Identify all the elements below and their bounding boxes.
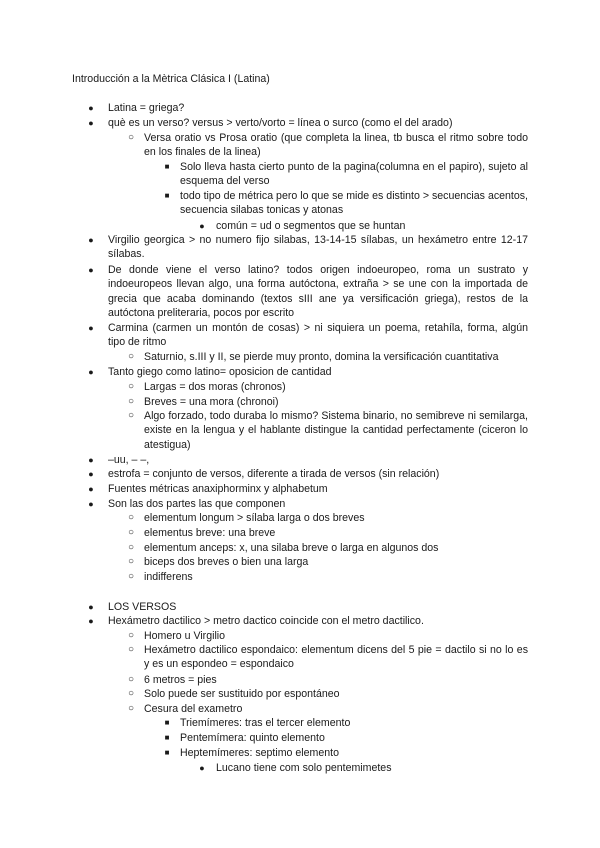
- list-item: ○ Saturnio, s.III y II, se pierde muy pronto, domina la versificación cuantitativa: [127, 351, 499, 363]
- list-item: ● común = ud o segmentos que se huntan: [216, 219, 528, 233]
- bullet-hollow-circle-icon: ○: [127, 688, 135, 699]
- bullet-hollow-circle-icon: ○: [127, 132, 135, 143]
- list-item: ○ Hexámetro dactilico espondaico: elementum dicens del 5 pie = dactilo si no lo es y es un espondeo = espondaico: [127, 644, 528, 671]
- list-item: ■ Heptemímeres: septimo elemento: [164, 747, 339, 759]
- list-item: ● –uu, – –,: [108, 453, 528, 467]
- list-item: ● Son las dos partes las que componen: [108, 497, 528, 511]
- bullet-filled-circle-icon: ●: [88, 469, 94, 479]
- list-item: ● LOS VERSOS: [108, 600, 528, 614]
- bullet-hollow-circle-icon: ○: [127, 556, 135, 567]
- list-item: ● Virgilio georgica > no numero fijo silabas, 13-14-15 sílabas, un hexámetro entre 12-17 sílabas.: [108, 233, 528, 262]
- list-item: ● Fuentes métricas anaxiphorminx y alphabetum: [108, 482, 528, 496]
- list-item: ○ Algo forzado, todo duraba lo mismo? Sistema binario, no semibreve ni semilarga, existe en la lengua y el hablante distingue la cantidad perfectamente (ciceron lo atestigua): [127, 410, 528, 451]
- list-item: ● Carmina (carmen un montón de cosas) > ni siquiera un poema, retahíla, forma, algún tipo de ritmo: [108, 321, 528, 350]
- bullet-filled-circle-icon: ●: [88, 367, 94, 377]
- list-item: ○ Versa oratio vs Prosa oratio (que completa la linea, tb busca el ritmo sobre todo en los finales de la linea): [127, 132, 528, 159]
- bullet-hollow-circle-icon: ○: [127, 410, 135, 421]
- bullet-filled-circle-icon: ●: [199, 221, 205, 231]
- bullet-filled-circle-icon: ●: [88, 484, 94, 494]
- bullet-hollow-circle-icon: ○: [127, 674, 135, 685]
- list-item: ● Latina = griega?: [108, 101, 528, 115]
- list-item: ■ Triemímeres: tras el tercer elemento: [164, 717, 351, 729]
- bullet-filled-circle-icon: ●: [88, 455, 94, 465]
- list-item: ○ Solo puede ser sustituido por espontáneo: [127, 688, 340, 700]
- list-item: ○ Breves = una mora (chronoi): [127, 396, 279, 408]
- list-item: ○ Homero u Virgilio: [127, 630, 226, 642]
- list-item: ○ Largas = dos moras (chronos): [127, 381, 286, 393]
- list-item: ○ 6 metros = pies: [127, 674, 217, 686]
- list-item: ■ Solo lleva hasta cierto punto de la pagina(columna en el papiro), sujeto al esquema del verso: [164, 161, 528, 188]
- bullet-filled-circle-icon: ●: [88, 602, 94, 612]
- list-item: ● estrofa = conjunto de versos, diferente a tirada de versos (sin relación): [108, 467, 528, 481]
- bullet-square-icon: ■: [164, 718, 170, 727]
- list-item: ● De donde viene el verso latino? todos origen indoeuropeo, roma un sustrato y indoeuropeos llevan algo, una forma autóctona, extraña > se une con la importada de grecia que acaba dominando (textos sIII ane ya versificación griega), restos de la autóctona preliteraria, pocos por escrito: [108, 263, 528, 321]
- bullet-square-icon: ■: [164, 748, 170, 757]
- list-item: ■ todo tipo de métrica pero lo que se mide es distinto > secuencias acentos, secuencia silabas tonicas y atonas: [164, 190, 528, 217]
- bullet-filled-circle-icon: ●: [88, 235, 94, 245]
- list-item: ○ indifferens: [127, 571, 193, 583]
- bullet-hollow-circle-icon: ○: [127, 644, 135, 655]
- bullet-filled-circle-icon: ●: [199, 763, 205, 773]
- bullet-hollow-circle-icon: ○: [127, 703, 135, 714]
- bullet-hollow-circle-icon: ○: [127, 630, 135, 641]
- bullet-hollow-circle-icon: ○: [127, 381, 135, 392]
- list-item: ○ biceps dos breves o bien una larga: [127, 556, 309, 568]
- bullet-hollow-circle-icon: ○: [127, 527, 135, 538]
- bullet-square-icon: ■: [164, 191, 170, 200]
- list-item: ● Hexámetro dactilico > metro dactico coincide con el metro dactilico.: [108, 614, 528, 628]
- bullet-square-icon: ■: [164, 733, 170, 742]
- bullet-hollow-circle-icon: ○: [127, 542, 135, 553]
- list-item: ○ elementus breve: una breve: [127, 527, 276, 539]
- list-item: ○ elementum anceps: x, una silaba breve o larga en algunos dos: [127, 542, 439, 554]
- bullet-hollow-circle-icon: ○: [127, 396, 135, 407]
- bullet-hollow-circle-icon: ○: [127, 512, 135, 523]
- bullet-filled-circle-icon: ●: [88, 103, 94, 113]
- list-item: ● què es un verso? versus > verto/vorto = línea o surco (como el del arado): [108, 116, 528, 130]
- bullet-filled-circle-icon: ●: [88, 265, 94, 275]
- list-item: ● Tanto giego como latino= oposicion de cantidad: [108, 365, 528, 379]
- list-item: ■ Pentemímera: quinto elemento: [164, 732, 325, 744]
- bullet-filled-circle-icon: ●: [88, 616, 94, 626]
- list-item: ○ elementum longum > sílaba larga o dos breves: [127, 512, 365, 524]
- bullet-hollow-circle-icon: ○: [127, 351, 135, 362]
- list-item: ● Lucano tiene com solo pentemimetes: [216, 761, 528, 775]
- document-title: Introducción a la Mètrica Clásica I (Latina): [72, 73, 270, 85]
- bullet-filled-circle-icon: ●: [88, 499, 94, 509]
- bullet-filled-circle-icon: ●: [88, 118, 94, 128]
- bullet-square-icon: ■: [164, 162, 170, 171]
- list-item: ○ Cesura del exametro: [127, 703, 243, 715]
- bullet-filled-circle-icon: ●: [88, 323, 94, 333]
- bullet-hollow-circle-icon: ○: [127, 571, 135, 582]
